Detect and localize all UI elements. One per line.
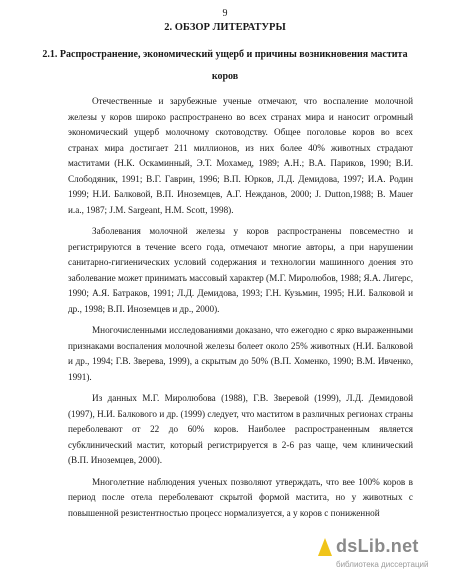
- watermark: [318, 536, 438, 576]
- section-title: 2.1. Распространение, экономический ущерб и причины возникновения мастита коров: [42, 49, 408, 82]
- page-number: 9: [222, 8, 228, 19]
- paragraph-4: Из данных М.Г. Миролюбова (1988), Г.В. Зверевой (1999), Л.Д. Демидовой (1997), Н.И. Балкового и др. (1999) следует, что маститом в различных регионах страны переболевают от 22 до 60% коров. Наиболее распространенным является субклинический мастит, который регистрируется в 2-6 раз чаще, чем клинический (В.П. Иноземцев, 2000).: [68, 393, 413, 465]
- paragraph-3: Многочисленными исследованиями доказано, что ежегодно с ярко выраженными признаками воспаления молочной железы болеет около 25% животных (Н.И. Балковой и др., 1994; Г.В. Зверева, 1999), а скрытым до 50% (В.П. Хоменко, 1990; В.М. Ивченко, 1991).: [68, 325, 413, 382]
- body-text: [68, 94, 413, 524]
- watermark-brand: dsLib.net: [336, 536, 419, 556]
- chapter-title: 2. ОБЗОР ЛИТЕРАТУРЫ: [164, 22, 286, 33]
- paragraph-1: Отечественные и зарубежные ученые отмечают, что воспаление молочной железы у коров широко распространено во всех странах мира и наносит огромный экономический ущерб молочному скотоводству. Общее поголовье коров во всех странах мира достигает 211 миллионов, из них более 40% животных страдают маститами (Н.К. Оскаминный, Э.Т. Мохамед, 1989; А.Н.; В.А. Париков, 1990; В.И. Слободяник, 1991; В.Г. Гаврин, 1996; В.П. Юрков, Л.Д. Демидова, 1997; И.А. Родин 1999; Н.И. Балковой, В.П. Иноземцев, А.Г. Нежданов, 2000; J. Dutton,1988; B. Mauer и.а., 1987; J.M. Sargeant, H.M. Scott, 1998).: [68, 96, 413, 215]
- triangle-logo-icon: [318, 538, 332, 556]
- watermark-subtitle: библиотека диссертаций: [336, 560, 429, 569]
- paragraph-5: Многолетние наблюдения ученых позволяют утверждать, что вее 100% коров в период после отела переболевают скрытой формой мастита, но у животных с повышенной резистентностью процесс нормализуется, а у коров с пониженной: [68, 476, 413, 518]
- paragraph-2: Заболевания молочной железы у коров распространены повсеместно и регистрируются в течение всего года, отмечают многие авторы, а при нарушении санитарно-гигиенических условий содержания и технологии машинного доения это заболевание может принимать массовый характер (М.Г. Миролюбов, 1988; Я.А. Лигерс, 1990; А.Я. Батраков, 1991; Л.Д. Демидова, 1993; Г.Н. Кузьмин, 1995; Н.И. Балковой и др., 1998; В.П. Иноземцев и др., 2000).: [68, 226, 413, 314]
